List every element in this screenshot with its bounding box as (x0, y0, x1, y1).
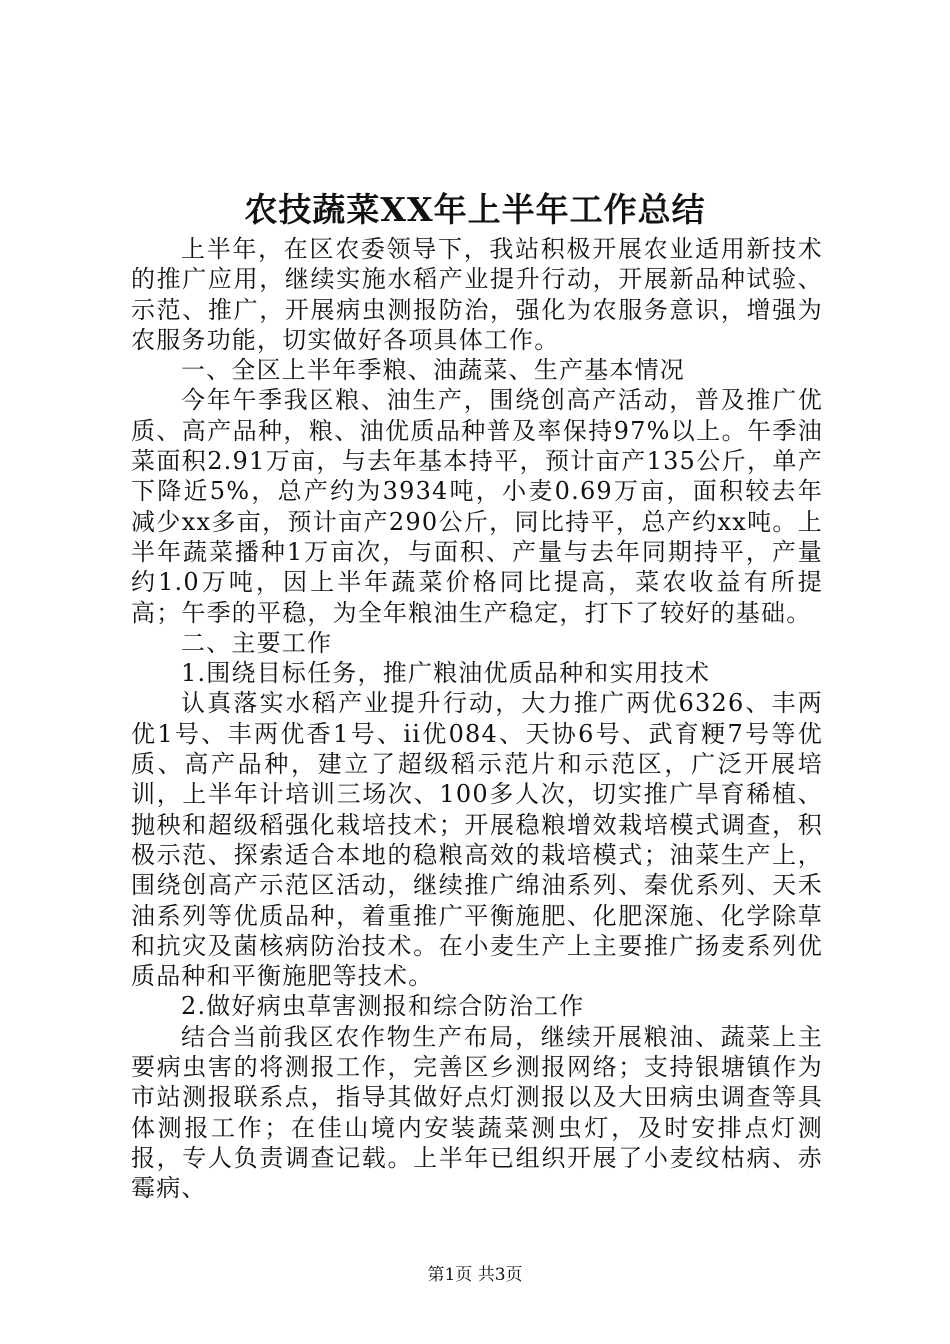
intro-paragraph: 上半年，在区农委领导下，我站积极开展农业适用新技术的推广应用，继续实施水稻产业提升行动，开展新品种试验、示范、推广，开展病虫测报防治，强化为农服务意识，增强为农服务功能，切实做好各项具体工作。 (131, 235, 823, 354)
varieties-paragraph: 认真落实水稻产业提升行动，大力推广两优6326、丰两优1号、丰两优香1号、ii优084、天协6号、武育粳7号等优质、高产品种，建立了超级稻示范片和示范区，广泛开展培训，上半年计培训三场次、100多人次，切实推广旱育稀植、抛秧和超级稻强化栽培技术；开展稳粮增效栽培模式调查，积极示范、探索适合本地的稳粮高效的栽培模式；油菜生产上，围绕创高产示范区活动，继续推广绵油系列、秦优系列、天禾油系列等优质品种，着重推广平衡施肥、化肥深施、化学除草和抗灾及菌核病防治技术。在小麦生产上主要推广扬麦系列优质品种和平衡施肥等技术。 (131, 689, 823, 991)
section-heading-2: 二、主要工作 (181, 628, 333, 657)
document-body (131, 234, 823, 1204)
subsection-heading-1: 1.围绕目标任务，推广粮油优质品种和实用技术 (181, 659, 711, 688)
pest-control-paragraph: 结合当前我区农作物生产布局，继续开展粮油、蔬菜上主要病虫害的将测报工作，完善区乡测报网络；支持银塘镇作为市站测报联系点，指导其做好点灯测报以及大田病虫调查等具体测报工作；在佳山境内安装蔬菜测虫灯，及时安排点灯测报，专人负责调查记载。上半年已组织开展了小麦纹枯病、赤霉病、 (131, 1022, 823, 1203)
production-paragraph: 今年午季我区粮、油生产，围绕创高产活动，普及推广优质、高产品种，粮、油优质品种普及率保持97%以上。午季油菜面积2.91万亩，与去年基本持平，预计亩产135公斤，单产下降近5%，总产约为3934吨，小麦0.69万亩，面积较去年减少xx多亩，预计亩产290公斤，同比持平，总产约xx吨。上半年蔬菜播种1万亩次，与面积、产量与去年同期持平，产量约1.0万吨，因上半年蔬菜价格同比提高，菜农收益有所提高；午季的平稳，为全年粮油生产稳定，打下了较好的基础。 (131, 386, 823, 627)
subsection-heading-2: 2.做好病虫草害测报和综合防治工作 (181, 992, 585, 1021)
section-heading-1: 一、全区上半年季粮、油蔬菜、生产基本情况 (181, 356, 685, 385)
document-title: 农技蔬菜XX年上半年工作总结 (244, 190, 706, 229)
page-footer: 第1页 共3页 (427, 1265, 523, 1285)
